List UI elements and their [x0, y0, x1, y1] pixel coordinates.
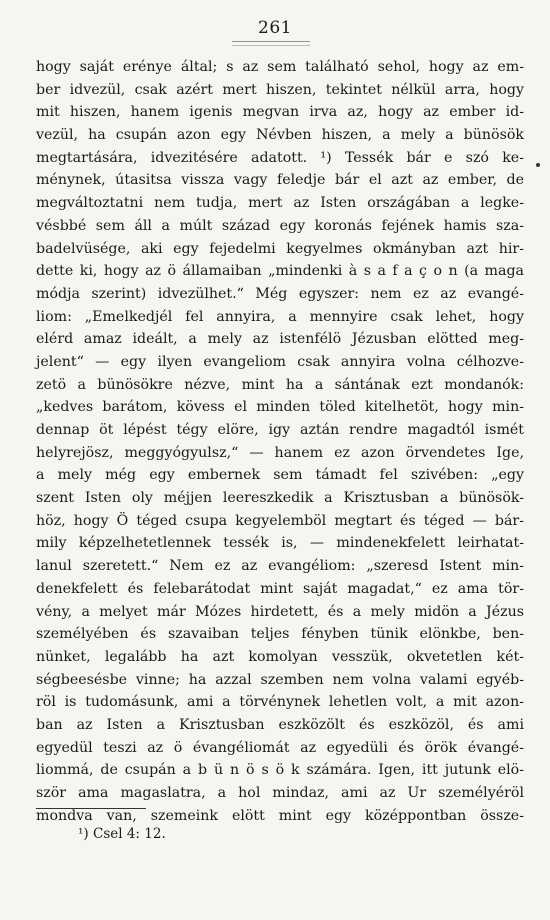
text-line: höz, hogy Ö téged csupa kegyelemböl megtart és téged — bár- — [36, 512, 524, 529]
text-line: a mely még egy embernek sem támadt fel szivében: „egy — [36, 467, 524, 484]
footnote-rule — [36, 808, 146, 809]
text-line: hogy saját erénye által; s az sem található sehol, hogy az em- — [36, 59, 524, 75]
text-line: elérd amaz ideált, a mely az istenfélö Jézusban elötted meg- — [36, 331, 524, 348]
margin-mark — [536, 163, 540, 167]
text-line: dette ki, hogy az ö államaiban „mindenki à s a f a ç o n (a maga — [36, 263, 524, 280]
header-ornament-rule — [232, 41, 310, 46]
text-line: ber idvezül, csak azért mert hiszen, tekintet nélkül arra, hogy — [36, 81, 524, 98]
text-line: mondva van, szemeink elött mint egy középpontban össze- — [36, 807, 524, 824]
text-line: ménynek, útasitsa vissza vagy feledje bár el azt az ember, de — [36, 172, 524, 189]
text-line: ségbeesésbe vinne; ha azzal szemben nem volna valami egyéb- — [36, 671, 524, 688]
body-text — [36, 56, 524, 827]
text-line: liom: „Emelkedjél fel annyira, a mennyire csak lehet, hogy — [36, 308, 524, 325]
text-line: mily képzelhetetlennek tessék is, — mindenekfelett leirhatat- — [36, 535, 524, 552]
text-line: vény, a melyet már Mózes hirdetett, és a mely midön a Jézus — [36, 603, 524, 620]
text-line: megváltoztatni nem tudja, mert az Isten országában a legke- — [36, 195, 524, 212]
text-line: dennap öt lépést tégy elöre, igy aztán rendre magadtól ismét — [36, 422, 524, 438]
text-line: vésbbé sem áll a múlt század egy koronás fejének hamis sza- — [36, 217, 524, 234]
text-line: badelvüsége, aki egy fejedelmi kegyelmes okmányban azt hir- — [36, 240, 524, 257]
text-line: vezül, ha csupán azon egy Névben hiszen, a mely a bünösök — [36, 127, 524, 144]
text-line: szent Isten oly méjjen leereszkedik a Krisztusban a bünösök- — [36, 490, 524, 507]
text-line: denekfelett és felebarátodat mint saját magadat,“ ez ama tör- — [36, 580, 524, 597]
page-number: 261 — [258, 18, 292, 38]
footnote — [78, 824, 166, 844]
text-line: liommá, de csupán a b ü n ö s ö k számára. Igen, itt jutunk elö- — [36, 762, 524, 779]
text-line: mit hiszen, hanem igenis megvan irva az, hogy az ember id- — [36, 104, 524, 121]
text-line: módja szerint) idvezülhet.“ Még egyszer: nem ez az evangé- — [36, 285, 524, 302]
text-line: nünket, legalább ha azt komolyan vesszük, okvetetlen két- — [36, 648, 524, 665]
text-line: helyrejösz, meggyógyulsz,“ — hanem ez azon örvendetes Ige, — [36, 444, 524, 461]
text-line: személyében és szavaiban teljes fényben tünik elönkbe, ben- — [36, 626, 524, 643]
text-line: zetö a bünösökre nézve, mint ha a sántának ezt mondanók: — [36, 376, 524, 393]
text-line: „kedves barátom, kövess el minden töled kitelhetöt, hogy min- — [36, 399, 524, 416]
text-line: ban az Isten a Krisztusban eszközölt és eszközöl, és ami — [36, 716, 524, 733]
text-line: lanul szeretett.“ Nem ez az evangéliom: „szeresd Istent min- — [36, 558, 524, 575]
footnote-marker: ¹) — [78, 826, 89, 842]
text-line: röl is tudomásunk, ami a törvénynek lehetlen volt, a mit azon- — [36, 694, 524, 711]
text-line: ször ama magaslatra, a hol mindaz, ami az Ur személyéröl — [36, 785, 524, 801]
footnote-text: Csel 4: 12. — [92, 826, 166, 842]
text-line: megtartására, idvezitésére adatott. ¹) Tessék bár e szó ke- — [36, 149, 524, 166]
text-line: jelent“ — egy ilyen evangeliom csak annyira volna célhozve- — [36, 353, 524, 370]
text-line: egyedül teszi az ö évangéliomát az egyedüli és örök évangé- — [36, 739, 524, 756]
